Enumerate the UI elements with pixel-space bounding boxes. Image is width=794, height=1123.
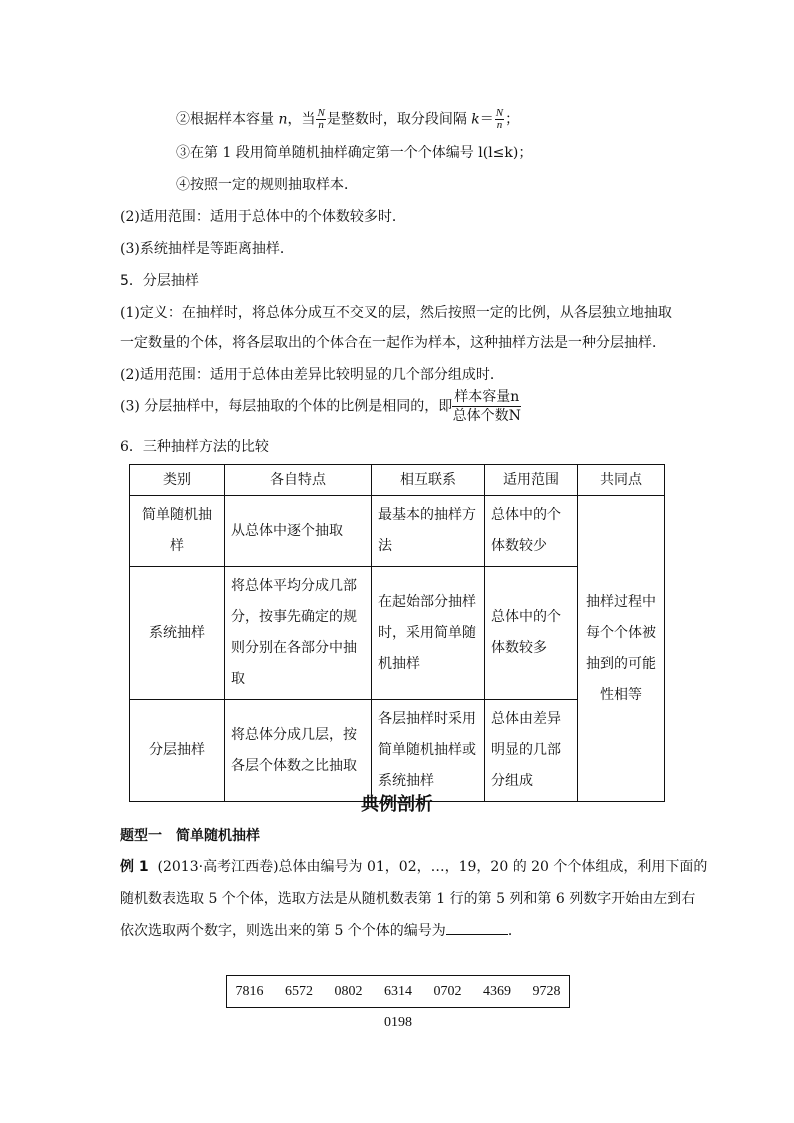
header-feature: 各自特点 — [225, 465, 372, 496]
topic-heading: 题型一 简单随机抽样 — [120, 828, 260, 844]
random-number: 0702 — [433, 984, 462, 999]
table-row — [130, 496, 665, 567]
table-header-row — [130, 465, 665, 496]
random-number: 6572 — [285, 984, 313, 999]
step-2-mid2: 是整数时，取分段间隔 — [326, 111, 472, 128]
step-2-pre: ②根据样本容量 — [176, 111, 279, 128]
comparison-heading: 6．三种抽样方法的比较 — [120, 439, 269, 455]
stratified-ratio — [120, 388, 521, 425]
stratified-heading: 5．分层抽样 — [120, 273, 199, 289]
step-4: ④按照一定的规则抽取样本． — [176, 177, 358, 193]
stratified-ratio-text: (3) 分层抽样中，每层抽取的个体的比例是相同的，即 — [120, 398, 453, 415]
fraction-N-over-n: $\frac{N}{n}$ — [317, 107, 325, 131]
cell-feature-stratified: 将总体分成几层，按各层个体数之比抽取 — [225, 700, 372, 802]
step-2-end: ； — [505, 111, 520, 128]
cell-feature-systematic: 将总体平均分成几部分，按事先确定的规则分别在各部分中抽取 — [225, 567, 372, 700]
stratified-scope: (2)适用范围：适用于总体由差异比较明显的几个部分组成时． — [120, 367, 504, 383]
cell-scope-systematic: 总体中的个体数较多 — [485, 567, 578, 700]
random-number: 4369 — [483, 984, 511, 999]
header-common: 共同点 — [578, 465, 665, 496]
section-title: 典例剖析 — [361, 794, 433, 815]
example-text-3: 依次选取两个数字，则选出来的第 5 个个体的编号为 — [120, 923, 446, 939]
header-type: 类别 — [130, 465, 225, 496]
example-line-2: 随机数表选取 5 个个体，选取方法是从随机数表第 1 行的第 5 列和第 6 列数字开始由左到右 — [120, 891, 696, 907]
cell-relation-simple: 最基本的抽样方法 — [372, 496, 485, 567]
equals-sign: ＝ — [479, 111, 494, 128]
stratified-definition-line-1: (1)定义：在抽样时，将总体分成互不交叉的层，然后按照一定的比例，从各层独立地抽取 — [120, 305, 672, 321]
step-2-mid: ，当 — [287, 111, 316, 128]
random-number: 7816 — [235, 984, 264, 999]
random-number: 6314 — [384, 984, 412, 999]
cell-feature-simple: 从总体中逐个抽取 — [225, 496, 372, 567]
cell-type-simple: 简单随机抽样 — [130, 496, 225, 567]
example-line-1 — [120, 857, 707, 877]
cell-scope-simple: 总体中的个体数较少 — [485, 496, 578, 567]
step-3: ③在第 1 段用简单随机抽样确定第一个个体编号 l(l≤k)； — [176, 145, 533, 161]
answer-blank[interactable] — [446, 920, 508, 935]
var-k: k — [471, 111, 480, 128]
systematic-scope: (2)适用范围：适用于总体中的个体数较多时． — [120, 209, 406, 225]
example-line-3 — [120, 920, 522, 941]
example-label: 例 1 — [120, 859, 149, 875]
comparison-table — [129, 464, 665, 802]
example-end: ． — [507, 923, 522, 939]
random-number: 9728 — [532, 984, 561, 999]
fraction-N-over-n-2: $\frac{N}{n}$ — [495, 107, 504, 131]
cell-type-systematic: 系统抽样 — [130, 567, 225, 700]
cell-scope-stratified: 总体由差异明显的几部分组成 — [485, 700, 578, 802]
random-number-table — [226, 975, 570, 1030]
var-n: n — [278, 111, 288, 128]
stratified-definition-line-2: 一定数量的个体，将各层取出的个体合在一起作为样本，这种抽样方法是一种分层抽样． — [120, 335, 666, 351]
cell-relation-systematic: 在起始部分抽样时，采用简单随机抽样 — [372, 567, 485, 700]
cell-relation-stratified: 各层抽样时采用简单随机抽样或系统抽样 — [372, 700, 485, 802]
random-number: 0802 — [334, 984, 363, 999]
ratio-fraction: $\frac{\text{样本容量n}}{\text{总体个数N}}$ — [452, 389, 521, 424]
step-2 — [176, 108, 519, 131]
header-scope: 适用范围 — [485, 465, 578, 496]
cell-type-stratified: 分层抽样 — [130, 700, 225, 802]
cell-common: 抽样过程中每个个体被抽到的可能性相等 — [578, 496, 665, 802]
header-relation: 相互联系 — [372, 465, 485, 496]
random-number: 0198 — [384, 1015, 412, 1030]
systematic-equal-distance: (3)系统抽样是等距离抽样． — [120, 241, 294, 257]
example-text-1: (2013·高考江西卷)总体由编号为 01，02，…，19，20 的 20 个个体组成，利用下面的 — [157, 859, 708, 875]
